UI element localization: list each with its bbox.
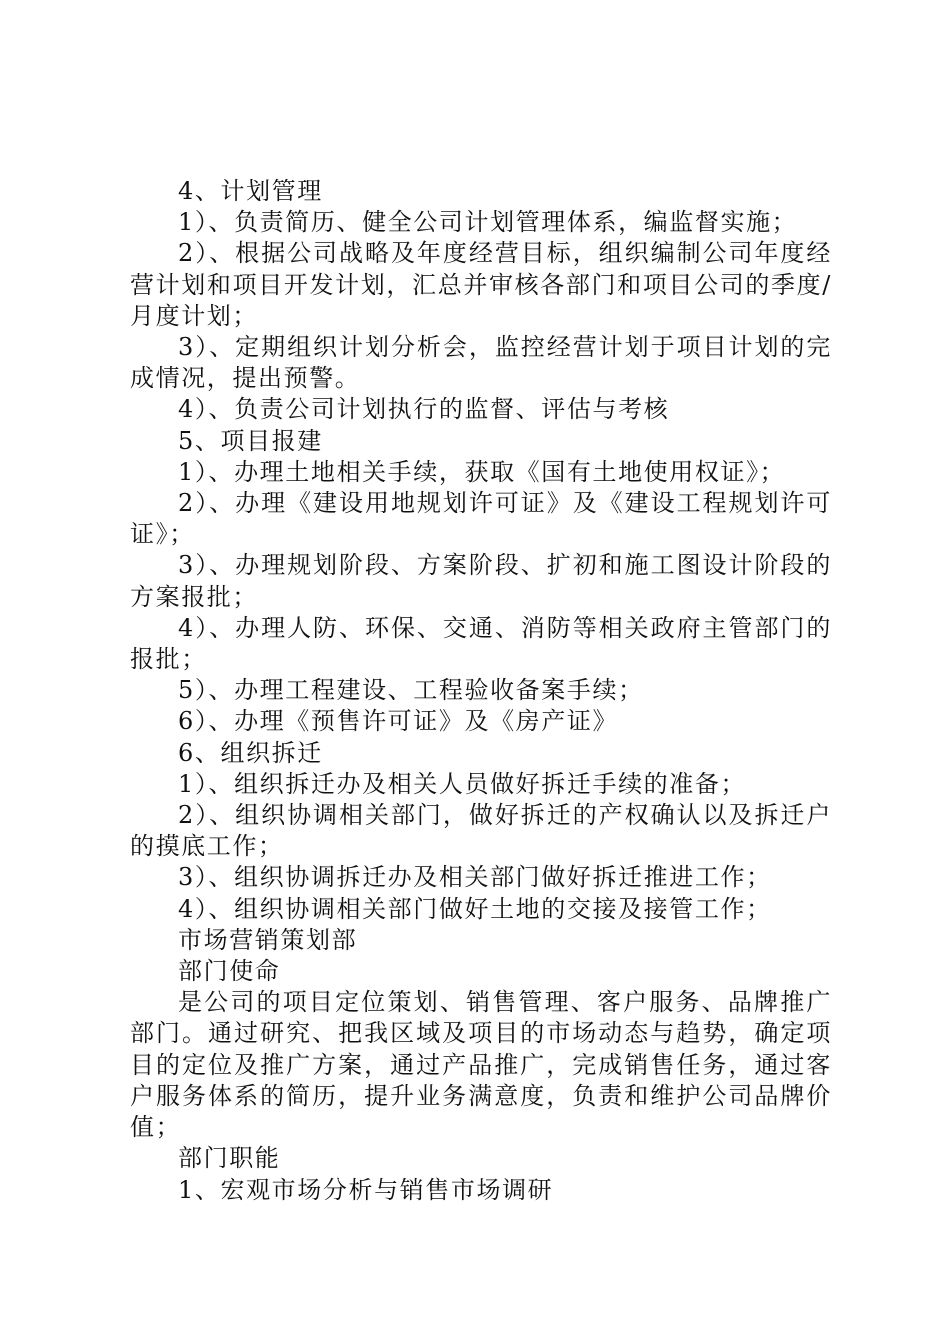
paragraph: 4）、办理人防、环保、交通、消防等相关政府主管部门的报批； (130, 613, 832, 674)
paragraph: 5）、办理工程建设、工程验收备案手续； (178, 676, 644, 705)
paragraph: 2）、办理《建设用地规划许可证》及《建设工程规划许可证》； (130, 489, 832, 549)
heading-plan-management: 4、计划管理 (178, 177, 323, 205)
paragraph: 3）、办理规划阶段、方案阶段、扩初和施工图设计阶段的方案报批； (130, 551, 832, 611)
paragraph: 1）、组织拆迁办及相关人员做好拆迁手续的准备； (178, 769, 747, 798)
paragraph: 1）、负责简历、健全公司计划管理体系，编监督实施； (178, 208, 798, 237)
paragraph: 6）、办理《预售许可证》及《房产证》 (178, 707, 619, 736)
paragraph: 1、宏观市场分析与销售市场调研 (178, 1175, 554, 1204)
heading-demolition: 6、组织拆迁 (178, 738, 323, 767)
heading-project-approval: 5、项目报建 (178, 426, 323, 455)
heading-department-mission: 部门使命 (178, 957, 281, 986)
heading-marketing-department: 市场营销策划部 (178, 925, 358, 954)
paragraph: 4）、负责公司计划执行的监督、评估与考核 (178, 395, 670, 424)
document-body (130, 176, 832, 1206)
paragraph: 3）、定期组织计划分析会，监控经营计划于项目计划的完成情况，提出预警。 (130, 333, 832, 393)
paragraph: 1）、办理土地相关手续，获取《国有土地使用权证》； (178, 457, 786, 486)
heading-department-functions: 部门职能 (178, 1144, 281, 1173)
paragraph: 3）、组织协调拆迁办及相关部门做好拆迁推进工作； (178, 863, 772, 892)
paragraph: 4）、组织协调相关部门做好土地的交接及接管工作； (178, 894, 772, 923)
paragraph: 是公司的项目定位策划、销售管理、客户服务、品牌推广部门。通过研究、把我区域及项目的市场动态与趋势，确定项目的定位及推广方案，通过产品推广，完成销售任务，通过客户服务体系的简历，提升业务满意度，负责和维护公司品牌价值； (130, 988, 832, 1142)
paragraph: 2）、组织协调相关部门，做好拆迁的产权确认以及拆迁户的摸底工作； (130, 801, 832, 861)
paragraph: 2）、根据公司战略及年度经营目标，组织编制公司年度经营计划和项目开发计划，汇总并审核各部门和项目公司的季度/月度计划； (130, 239, 832, 330)
